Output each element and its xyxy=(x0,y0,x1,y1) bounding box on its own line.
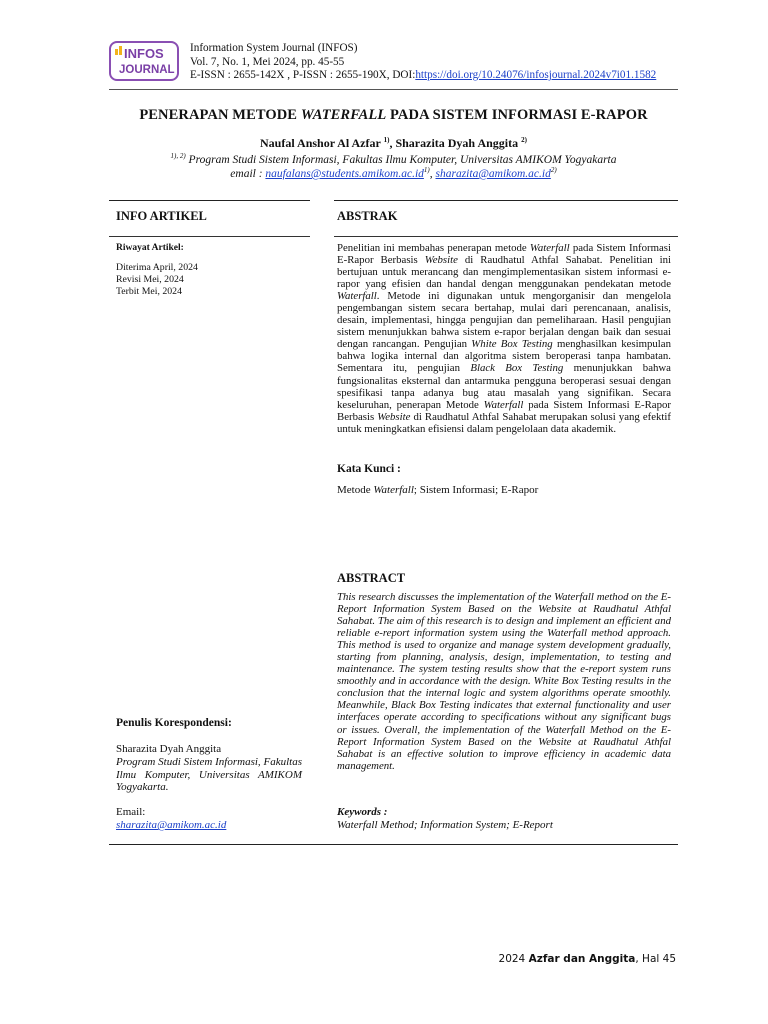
logo-text-bottom: JOURNAL xyxy=(119,64,175,76)
journal-logo xyxy=(109,41,179,81)
info-top-rule xyxy=(109,200,310,201)
info-heading: INFO ARTIKEL xyxy=(116,209,207,223)
article-authors: Naufal Anshor Al Azfar $^{1)}$, Sharazita Dyah Anggita $^{2)}$ xyxy=(260,136,527,150)
email-label: Email: xyxy=(116,806,146,818)
abstrak-text-run: Website xyxy=(424,254,458,267)
abstrak-text xyxy=(337,242,671,435)
abstrak-text-run: White Box Testing xyxy=(471,338,553,351)
abstrak-text-run: di Raudhatul Athfal Sahabat merupakan solusi yang efektif untuk meningkatkan efisiensi dalam pengelolaan data akademik. xyxy=(337,410,671,435)
abstrak-text-run: Waterfall xyxy=(529,242,570,254)
abstract-heading: ABSTRACT xyxy=(337,571,406,585)
correspondence-label: Penulis Korespondensi: xyxy=(116,717,232,729)
history-dates xyxy=(116,262,198,297)
correspondence-email xyxy=(116,819,226,832)
kata-kunci-label: Kata Kunci : xyxy=(337,463,401,475)
kata-kunci-run: Metode xyxy=(337,484,374,496)
abstrak-text-run: . Metode ini digunakan untuk mengorganisir dan mengelola pengembangan sistem secara bertahap, mulai dari perencanaan, analisis, desain, implementasi, hingga pengujian dan pemeliharaan. Hasil pengujian sistem menunjukkan bahwa sistem e-rapor berjalan dengan baik dan sesuai dengan rancangan. Pengujian xyxy=(337,290,671,351)
journal-volume: Vol. 7, No. 1, Mei 2024, pp. 45-55 xyxy=(190,55,345,68)
abstrak-text-run: menghasilkan kesimpulan bahwa logika internal dan algoritma sistem beroperasi tanpa hambatan. Sementara itu, pengujian xyxy=(337,338,671,375)
correspondence-name: Sharazita Dyah Anggita xyxy=(116,743,222,755)
abstract-text: This research discusses the implementation of the Waterfall method on the E-Report Information System Based on the Website at Raudhatul Athfal Sahabat. The aim of this research is to design and implement an efficient and reliable e-report information system using the Waterfall method approach. This method is used to organize and manage system development gradually, starting from planning, analysis, design, implementation, to testing and maintenance. The system testing results show that the e-report system runs smoothly and in accordance with the design. White Box Testing results in the conclusion that the internal logic and system algorithms operate smoothly. Meanwhile, Black Box Testing indicates that external functionality and user interfaces operate according to specifications without any significant bugs or issues. Overall, the implementation of the Waterfall Method on the E-Report Information System Based on the Website at Raudhatul Athfal Sahabat is an effective solution to improve efficiency in academic data management. xyxy=(337,591,671,772)
abstrak-heading: ABSTRAK xyxy=(337,209,398,223)
abstrak-text-run: Waterfall xyxy=(337,290,377,303)
correspondence-email-link[interactable]: sharazita@amikom.ac.id xyxy=(116,819,227,831)
abstrak-text-run: Black Box Testing xyxy=(470,362,564,375)
published-date: Terbit Mei, 2024 xyxy=(116,285,182,297)
author-emails: email : $naufalans@students.amikom.ac.id^{1)}$, $sharazita@amikom.ac.id^{2)}$ xyxy=(230,166,557,180)
abstrak-text-run: Website xyxy=(377,410,411,423)
correspondence-affiliation: Program Studi Sistem Informasi, Fakultas Ilmu Komputer, Universitas AMIKOM Yogyakarta. xyxy=(116,756,302,794)
info-heading-rule xyxy=(109,236,310,237)
abstrak-heading-rule xyxy=(334,236,678,237)
abstrak-text-run: Penelitian ini membahas penerapan metode xyxy=(337,242,530,254)
doi-link[interactable]: https://doi.org/10.24076/infosjournal.2024v7i01.1582 xyxy=(415,69,657,81)
abstrak-text-run: pada Sistem Informasi E-Rapor Berbasis xyxy=(337,398,671,423)
article-title: PENERAPAN METODE WATERFALL PADA SISTEM INFORMASI E-RAPOR xyxy=(139,107,648,123)
page-footer: 2024 Azfar dan Anggita, Hal 45 xyxy=(498,953,676,965)
author-affiliation: $^{1), 2)}$ Program Studi Sistem Informasi, Fakultas Ilmu Komputer, Universitas AMIKOM Yogyakarta xyxy=(170,152,617,166)
abstrak-text-run: pada Sistem Informasi E-Rapor Berbasis xyxy=(337,242,671,267)
abstrak-text-run: di Raudhatul Athfal Sahabat. Penelitian ini bertujuan untuk merancang dan mengimplementasikan sistem informasi e-rapor yang efisien dan handal dengan menggunakan pendekatan metode xyxy=(337,254,671,291)
journal-name: Information System Journal (INFOS) xyxy=(190,42,358,54)
abstrak-top-rule xyxy=(334,200,678,201)
revised-date: Revisi Mei, 2024 xyxy=(116,273,184,285)
issn-text: E-ISSN : 2655-142X , P-ISSN : 2655-190X, DOI: xyxy=(190,69,416,81)
email-link-2[interactable]: sharazita@amikom.ac.id xyxy=(435,168,551,180)
keywords-label: Keywords : xyxy=(337,806,388,818)
history-label: Riwayat Artikel: xyxy=(116,243,184,253)
logo-text-top: INFOS xyxy=(124,46,164,61)
abstrak-text-run: menunjukkan bahwa fungsionalitas eksternal dan antarmuka pengguna beroperasi sesuai dengan spesifikasi tanpa adanya bug atau masalah yang signifikan. Secara keseluruhan, penerapan Metode xyxy=(337,362,671,411)
abstrak-text-run: Waterfall xyxy=(483,398,524,411)
journal-issn xyxy=(190,69,656,83)
kata-kunci-run: Waterfall xyxy=(373,484,414,496)
kata-kunci-run: ; Sistem Informasi; E-Rapor xyxy=(413,484,539,496)
journal-info xyxy=(190,42,656,83)
keywords-text: Waterfall Method; Information System; E-Report xyxy=(337,819,553,831)
bottom-rule xyxy=(109,844,678,845)
email-link-1[interactable]: naufalans@students.amikom.ac.id xyxy=(265,168,424,180)
kata-kunci-text xyxy=(337,484,538,497)
header-divider xyxy=(109,89,678,90)
received-date: Diterima April, 2024 xyxy=(116,262,198,273)
